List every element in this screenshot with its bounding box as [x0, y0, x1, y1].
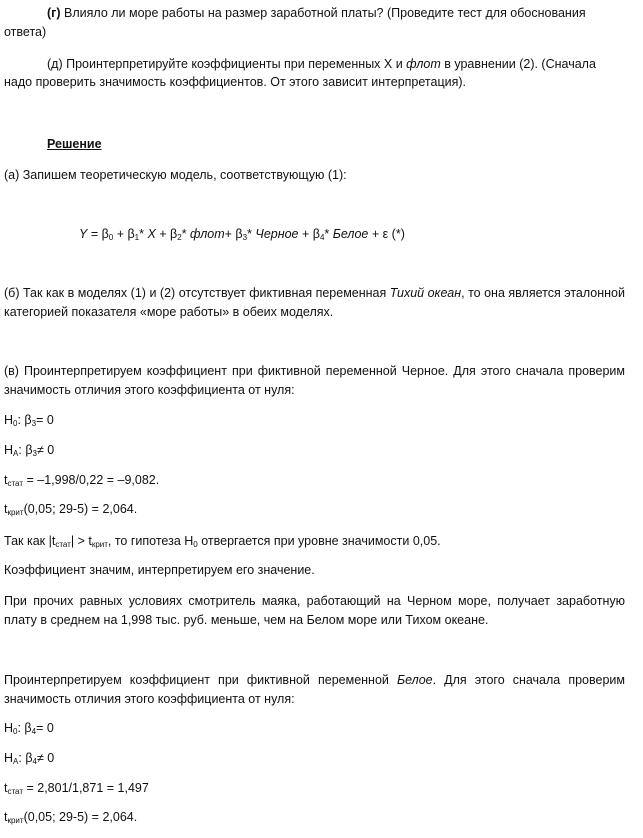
model-equation: $Y = \beta_0 + \beta_1*$ $X + \beta_2*$ флот+ $\beta_3*$ Черное + $\beta_4*$ Белое + ε (*)	[79, 227, 405, 242]
question-d-line1: (д) Проинтерпретируйте коэффициенты при переменных X и флот в уравнении (2). (Сначала	[47, 57, 596, 71]
solution-heading: Решение	[47, 137, 102, 151]
part-v-significant: Коэффициент значим, интерпретируем его значение.	[4, 563, 315, 577]
question-g-line2: ответа)	[4, 25, 47, 39]
part-v-ha: $H_A$: $\beta_3\ne 0$	[4, 443, 55, 458]
part-v-interpretation: При прочих равных условиях смотритель маяка, работающий на Черном море, получает заработную плату в среднем на 1,998 тыс. руб. меньше, чем на Белом море или Тихом океане.	[4, 594, 625, 627]
part-v-paragraph: (в) Проинтерпретируем коэффициент при фиктивной переменной Черное. Для этого сначала проверим значимость отличия этого коэффициента от нуля:	[4, 364, 625, 397]
question-g-line1: (г) Влияло ли море работы на размер заработной платы? (Проведите тест для обоснования	[47, 6, 586, 20]
part-white-tstat: $t_{стат} = 2,801/1,871 = 1,497$	[4, 781, 149, 796]
part-v-h0: $H_0$: $\beta_3= 0$	[4, 413, 54, 428]
part-white-tcrit: $t_{крит}(0,05$; 29-5) = 2,064.	[4, 810, 138, 825]
part-v-since: Так как $|t_{стат}| > t_{крит}$, то гипотеза $H_0$ отвергается при уровне значимости 0,05.	[4, 534, 441, 549]
part-white-ha: $H_A$: $\beta_4\ne 0$	[4, 751, 55, 766]
part-v-tcrit: $t_{крит}(0,05$; 29-5) = 2,064.	[4, 502, 138, 517]
part-white-h0: $H_0$: $\beta_4= 0$	[4, 721, 54, 736]
part-white-paragraph: Проинтерпретируем коэффициент при фиктивной переменной Белое. Для этого сначала проверим значимость отличия этого коэффициента от нуля:	[4, 673, 625, 706]
part-a-text: (а) Запишем теоретическую модель, соответствующую (1):	[4, 168, 347, 182]
question-g-label: (г)	[47, 6, 61, 20]
part-v-tstat: $t_{стат} = -1,998/0,22 = -9,082$.	[4, 473, 160, 488]
part-b-paragraph: (б) Так как в моделях (1) и (2) отсутствует фиктивная переменная Тихий океан, то она является эталонной категорией показателя «море работы» в обеих моделях.	[4, 286, 625, 319]
question-d-line2: надо проверить значимость коэффициентов. От этого зависит интерпретация).	[4, 75, 466, 89]
